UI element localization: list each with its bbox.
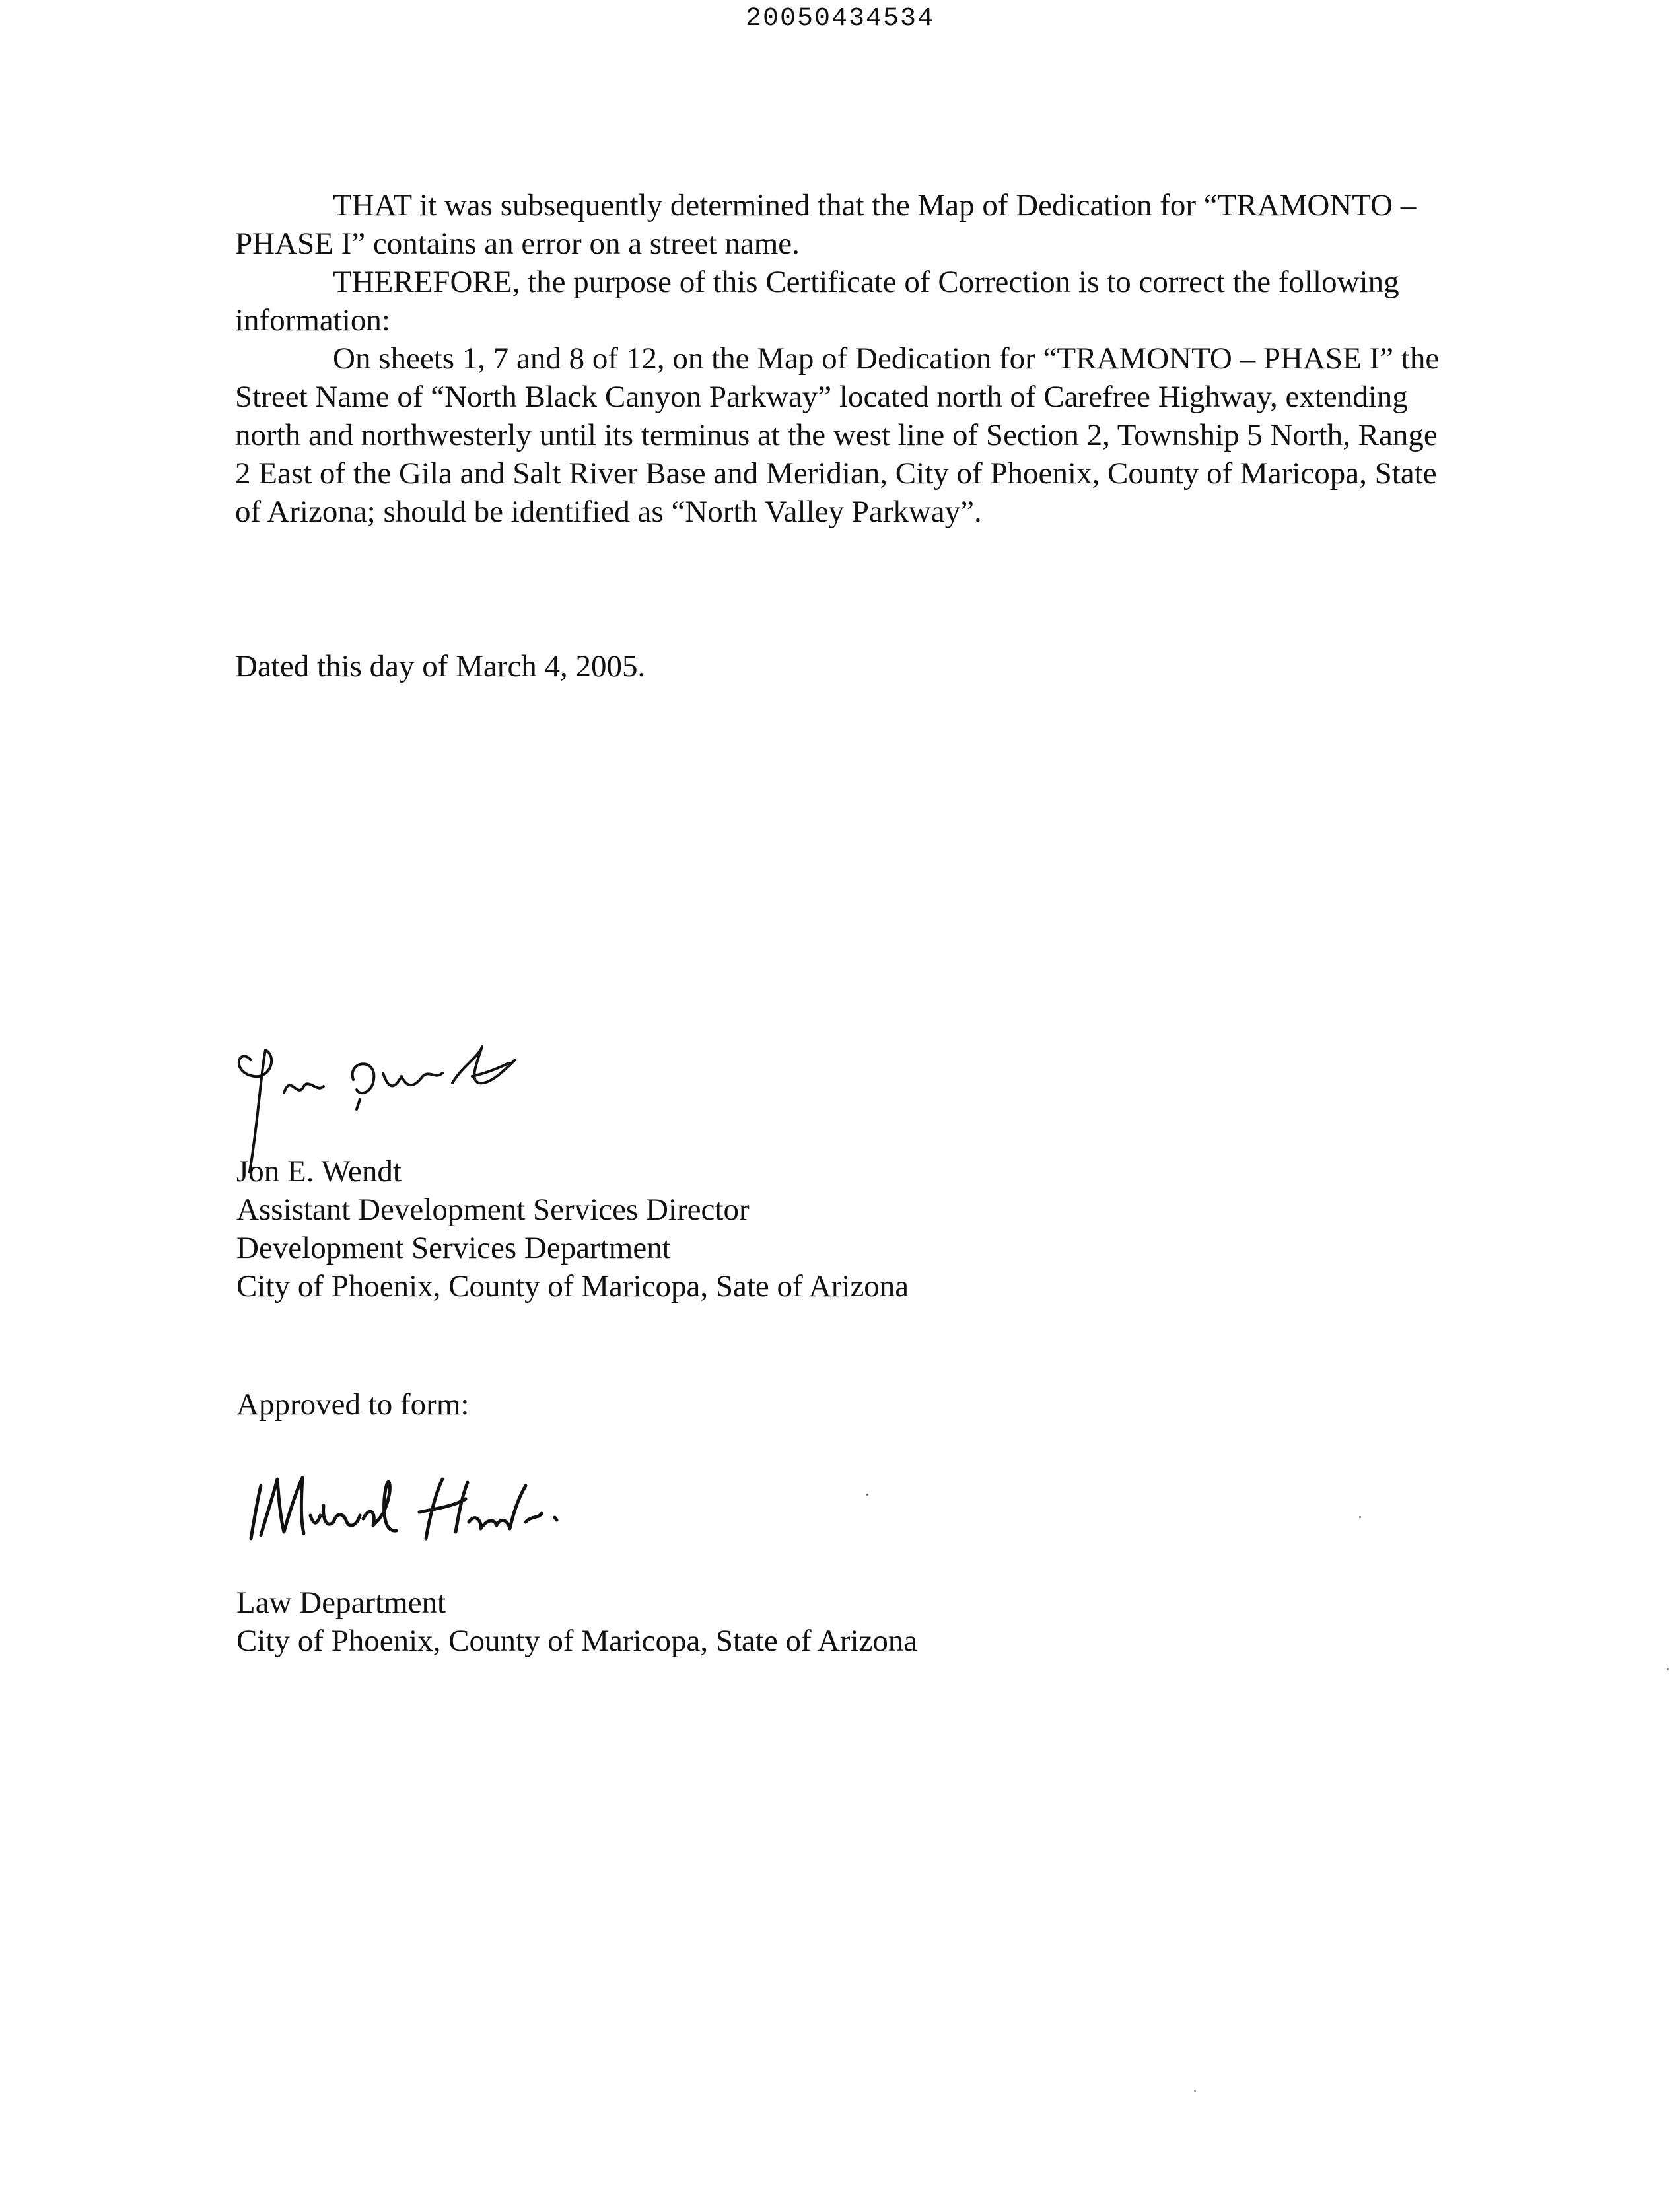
scan-speck — [1667, 1668, 1669, 1670]
law-department-block — [236, 1583, 917, 1660]
scan-speck — [1194, 2090, 1196, 2092]
approved-to-form-label: Approved to form: — [236, 1387, 470, 1422]
dated-line: Dated this day of March 4, 2005. — [235, 649, 646, 683]
scan-speck — [866, 1494, 868, 1496]
paragraph-determination: THAT it was subsequently determined that the Map of Dedication for “TRAMONTO – PHASE I” contains an error on a street name. — [235, 188, 1417, 261]
certificate-body — [235, 186, 1444, 531]
signatory-jurisdiction: City of Phoenix, County of Maricopa, Sate of Arizona — [236, 1269, 909, 1303]
law-department-signature — [238, 1459, 581, 1558]
signatory-department: Development Services Department — [236, 1231, 671, 1265]
paragraph-correction: On sheets 1, 7 and 8 of 12, on the Map of Dedication for “TRAMONTO – PHASE I” the Street Name of “North Black Canyon Parkway” located north of Carefree Highway, extending north and northwesterly until its terminus at the west line of Section 2, Township 5 North, Range 2 East of the Gila and Salt River Base and Meridian, City of Phoenix, County of Maricopa, State of Arizona; should be identified as “North Valley Parkway”. — [235, 341, 1440, 529]
signatory-title: Assistant Development Services Director — [236, 1193, 750, 1227]
approval-department: Law Department — [236, 1585, 446, 1620]
paragraph-purpose: THEREFORE, the purpose of this Certificate of Correction is to correct the following information: — [235, 265, 1399, 337]
signatory-name: Jon E. Wendt — [236, 1154, 402, 1189]
approval-jurisdiction: City of Phoenix, County of Maricopa, State of Arizona — [236, 1624, 918, 1658]
scan-speck — [1359, 1516, 1361, 1518]
document-number: 20050434534 — [745, 4, 935, 34]
wendt-signature-block — [236, 1152, 909, 1305]
